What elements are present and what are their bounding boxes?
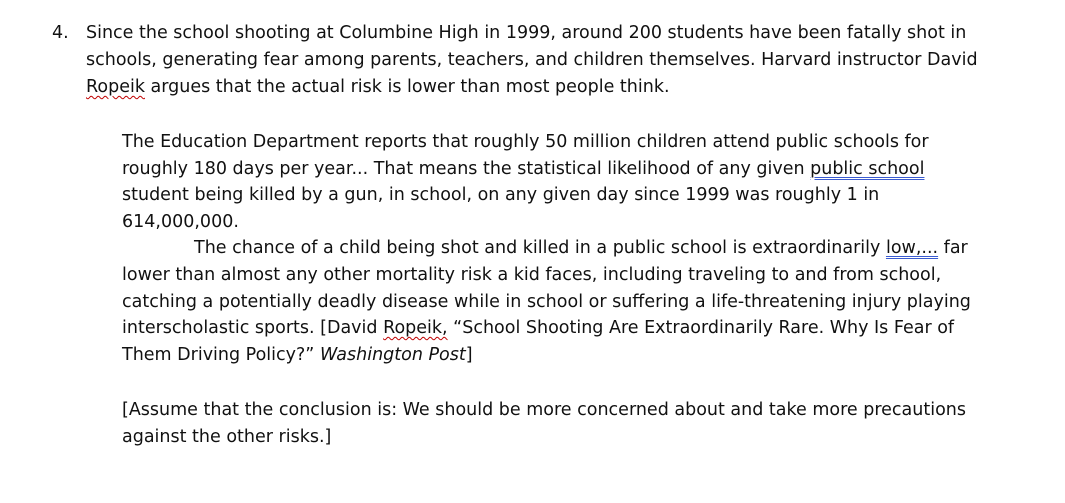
quote-p2-line-4-tail: “School Shooting Are Extraordinarily Rare. Why Is Fear of [447, 318, 955, 339]
quote-p2-line-5-tail: ] [465, 344, 473, 365]
source-publication: Washington Post [319, 344, 466, 365]
quote-p2-line-2: lower than almost any other mortality risk a kid faces, including traveling to and from school, [122, 264, 942, 285]
quote-p1-line-2-text: roughly 180 days per year... That means the statistical likelihood of any given [122, 158, 811, 179]
question-text [86, 20, 1036, 101]
assumption-line-1: [Assume that the conclusion is: We should be more concerned about and take more precautions [122, 400, 966, 420]
quote-p2-line-4 [122, 315, 1022, 342]
question-line-3-rest: argues that the actual risk is lower than most people think. [144, 77, 670, 97]
quote-p2-line-1 [122, 235, 1022, 262]
quote-p1-line-1: The Education Department reports that roughly 50 million children attend public schools for [122, 132, 929, 152]
quote-p1-line-2 [122, 156, 1022, 183]
grammar-flagged-word[interactable]: low,... [885, 238, 939, 259]
question-number: 4. [52, 23, 69, 43]
quote-p2-line-1-text: The chance of a child being shot and killed in a public school is extraordinarily [194, 238, 886, 259]
quote-p2-line-1-tail: far [938, 238, 968, 259]
question-line-2: schools, generating fear among parents, teachers, and children themselves. Harvard instructor David [86, 50, 978, 70]
quote-p2-line-5 [122, 342, 1022, 369]
quote-p2-line-3: catching a potentially deadly disease while in school or suffering a life-threatening injury playing [122, 291, 971, 312]
quote-p1-line-3: student being killed by a gun, in school, on any given day since 1999 was roughly 1 in [122, 185, 880, 206]
assumption-line-2: against the other risks.] [122, 426, 332, 447]
quote-p1-line-4: 614,000,000. [122, 211, 239, 232]
grammar-flagged-phrase[interactable]: public school [810, 158, 925, 179]
quote-p2-line-4-text: interscholastic sports. [David [122, 318, 384, 339]
quote-p2-line-5-text: Them Driving Policy?” [122, 344, 320, 365]
block-quote [122, 129, 1022, 368]
spellcheck-flagged-word[interactable]: Ropeik [86, 77, 145, 97]
question-line-1: Since the school shooting at Columbine High in 1999, around 200 students have been fatally shot in [86, 23, 967, 43]
assumption-note [122, 397, 1022, 450]
question-line-3 [86, 74, 1036, 101]
spellcheck-flagged-name[interactable]: Ropeik, [383, 318, 448, 339]
